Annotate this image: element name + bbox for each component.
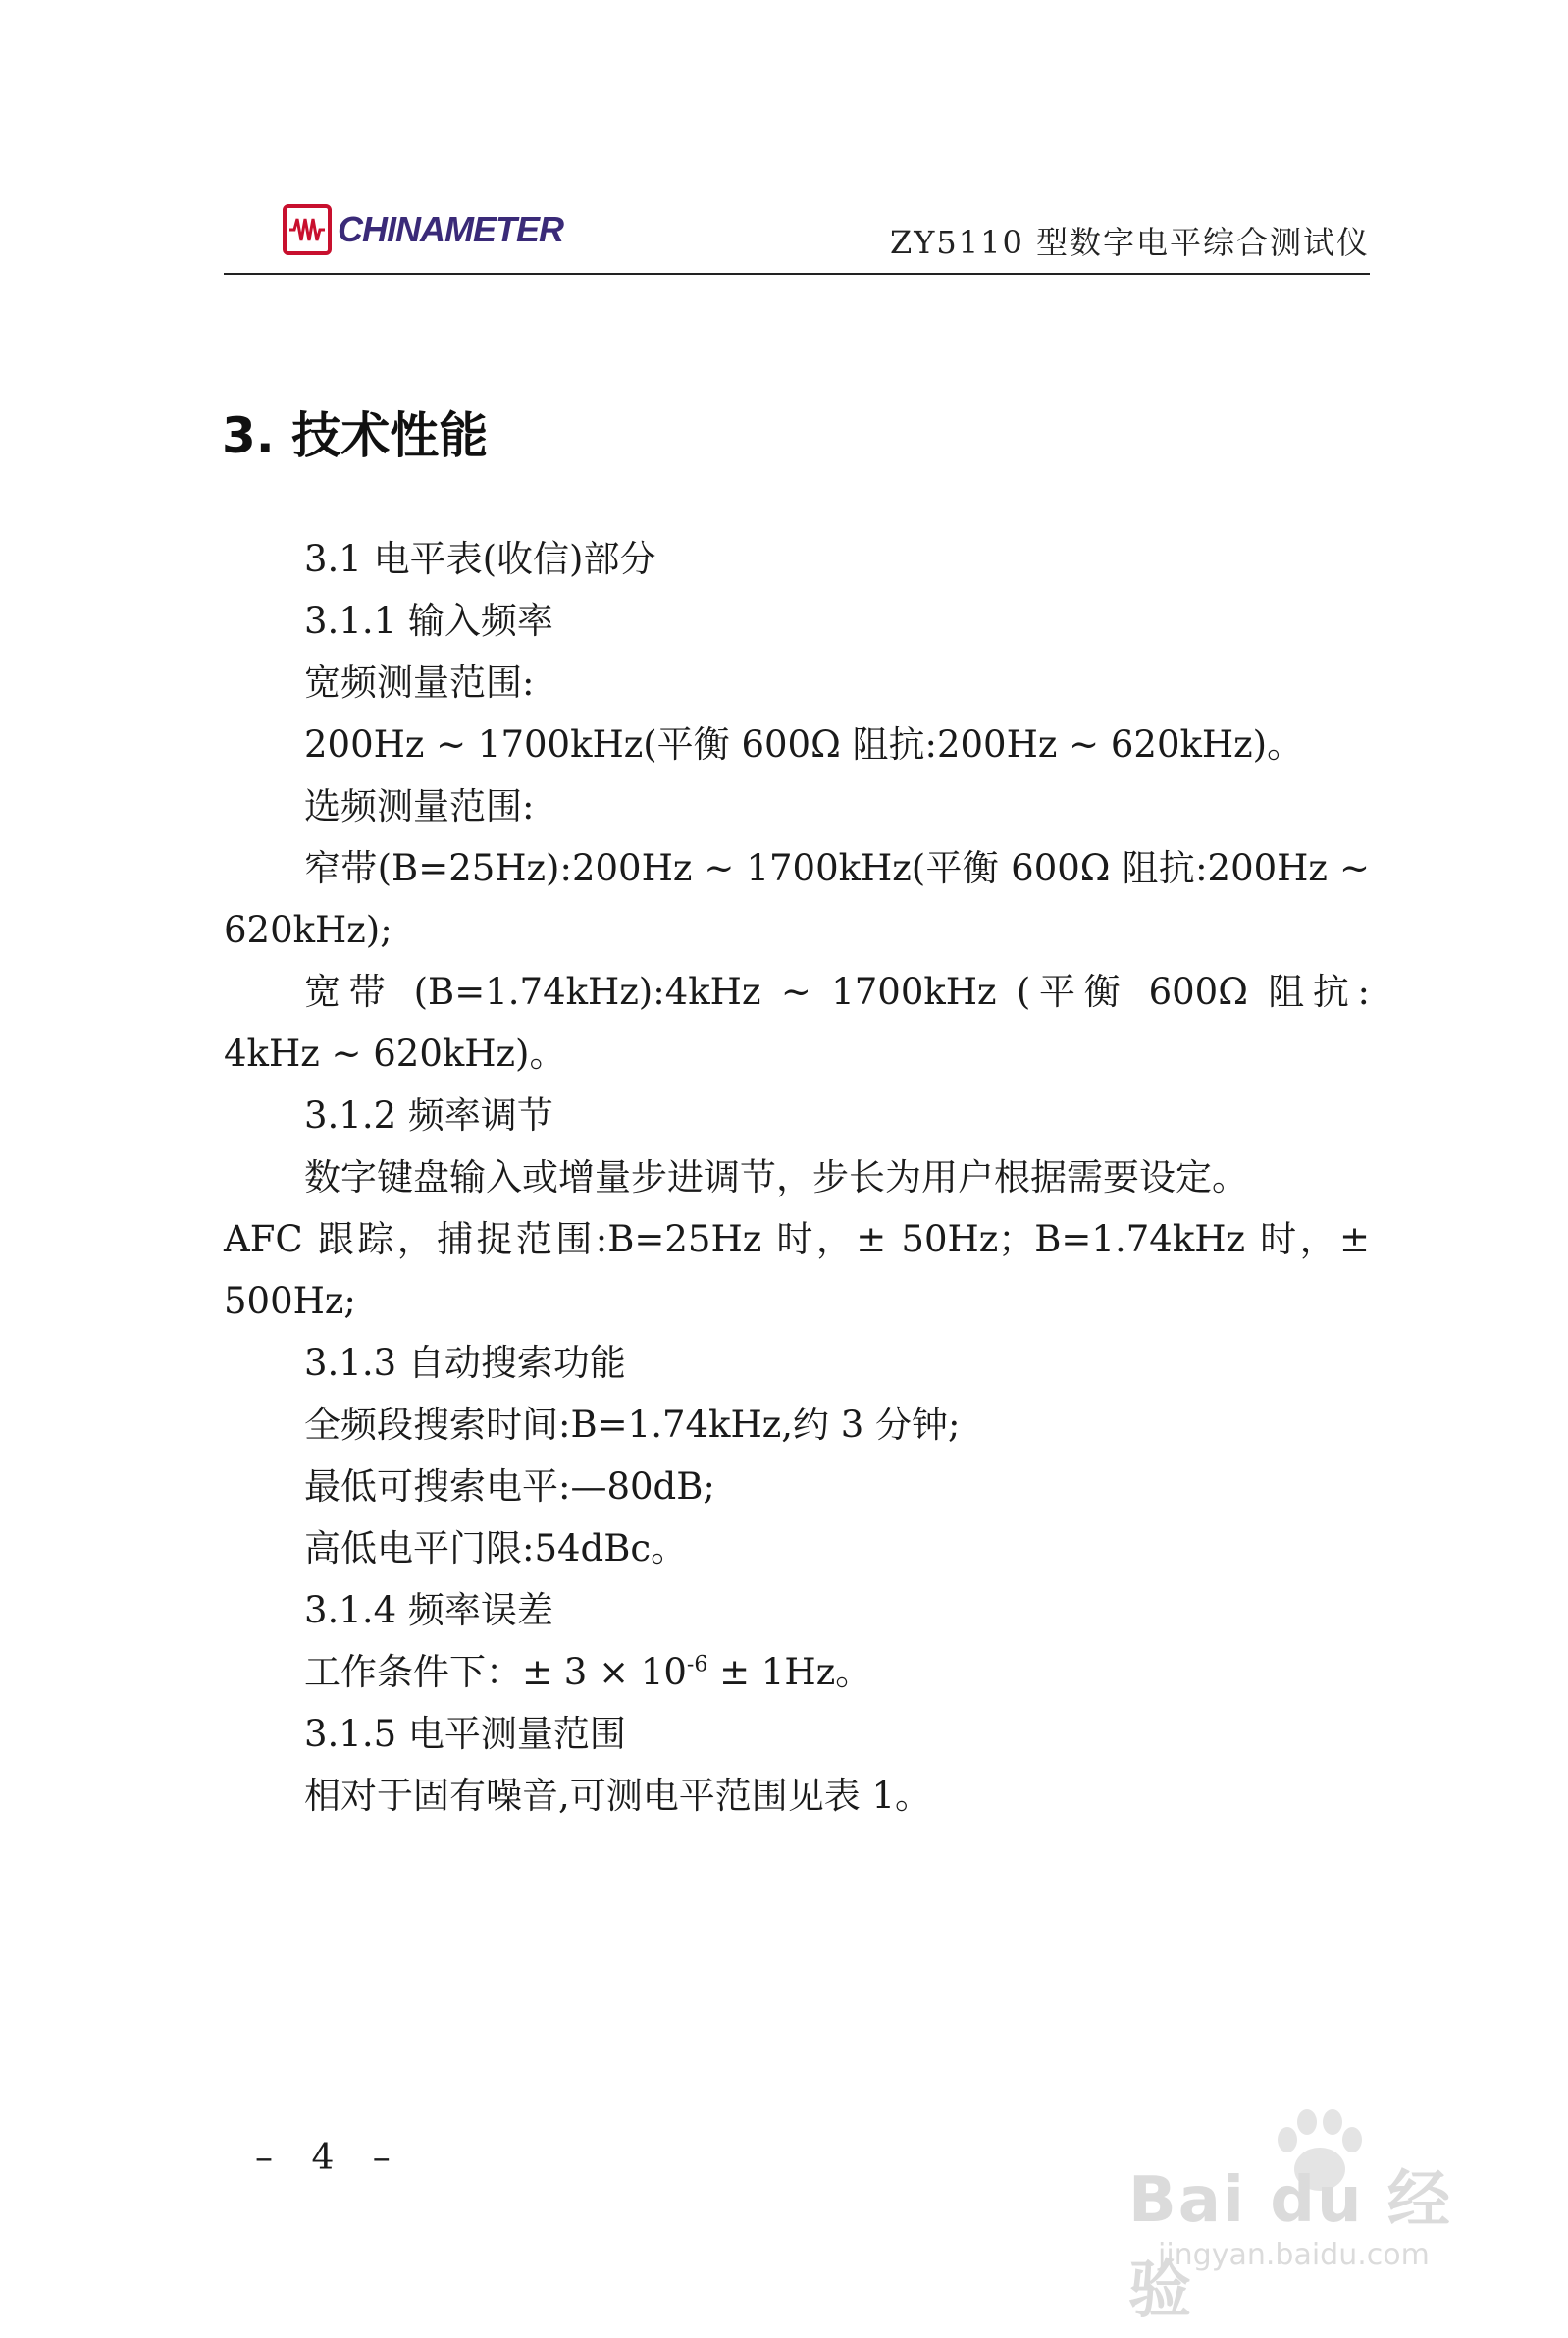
body-text: 620kHz); (224, 909, 392, 951)
frequency-error-text: 工作条件下：± 3 × 10 (304, 1651, 687, 1693)
document-body (224, 528, 1370, 1827)
body-text: AFC 跟踪，捕捉范围:B=25Hz 时，± 50Hz；B=1.74kHz 时，± (224, 1218, 1370, 1260)
logo-text: CHINAMETER (338, 209, 563, 249)
body-text: 数字键盘输入或增量步进调节，步长为用户根据需要设定。 (304, 1156, 1248, 1198)
exponent: -6 (686, 1652, 708, 1677)
subsection-heading: 3.1.1 输入频率 (304, 600, 553, 642)
page-header (224, 196, 1370, 277)
body-text: 相对于固有噪音,可测电平范围见表 1。 (304, 1775, 932, 1817)
frequency-error-tail: ± 1Hz。 (719, 1651, 872, 1693)
body-text: 窄带(B=25Hz):200Hz ~ 1700kHz(平衡 600Ω 阻抗:200Hz ~ (304, 847, 1370, 889)
body-text: 宽频测量范围: (304, 662, 535, 704)
watermark-brand: Bai du 经验 (1128, 2164, 1452, 2327)
body-text: 4kHz ~ 620kHz)。 (224, 1033, 566, 1075)
body-text: 500Hz; (224, 1280, 356, 1322)
body-text: 宽带 (B=1.74kHz):4kHz ~ 1700kHz (平衡 600Ω 阻抗: (304, 971, 1370, 1013)
section-title: 3. 技术性能 (222, 407, 489, 464)
watermark-url: jingyan.baidu.com (1158, 2238, 1430, 2272)
body-text (224, 1641, 1370, 1703)
subsection-heading: 3.1.3 自动搜索功能 (304, 1342, 626, 1384)
header-divider (224, 273, 1370, 275)
waveform-logo-icon (283, 204, 332, 255)
subsection-heading: 3.1.4 频率误差 (304, 1589, 553, 1631)
baidu-watermark (1119, 2100, 1491, 2327)
body-text: 高低电平门限:54dBc。 (304, 1527, 688, 1569)
header-title: ZY5110 型数字电平综合测试仪 (890, 224, 1370, 261)
body-text: 选频测量范围: (304, 785, 535, 827)
subsection-heading: 3.1 电平表(收信)部分 (304, 538, 656, 580)
subsection-heading: 3.1.2 频率调节 (304, 1094, 553, 1137)
page-number: – 4 – (255, 2138, 404, 2178)
subsection-heading: 3.1.5 电平测量范围 (304, 1713, 626, 1755)
body-text: 全频段搜索时间:B=1.74kHz,约 3 分钟; (304, 1404, 961, 1446)
body-text: 最低可搜索电平:—80dB; (304, 1465, 715, 1508)
body-text: 200Hz ~ 1700kHz(平衡 600Ω 阻抗:200Hz ~ 620kHz)。 (304, 723, 1304, 766)
chinameter-logo (283, 204, 563, 255)
